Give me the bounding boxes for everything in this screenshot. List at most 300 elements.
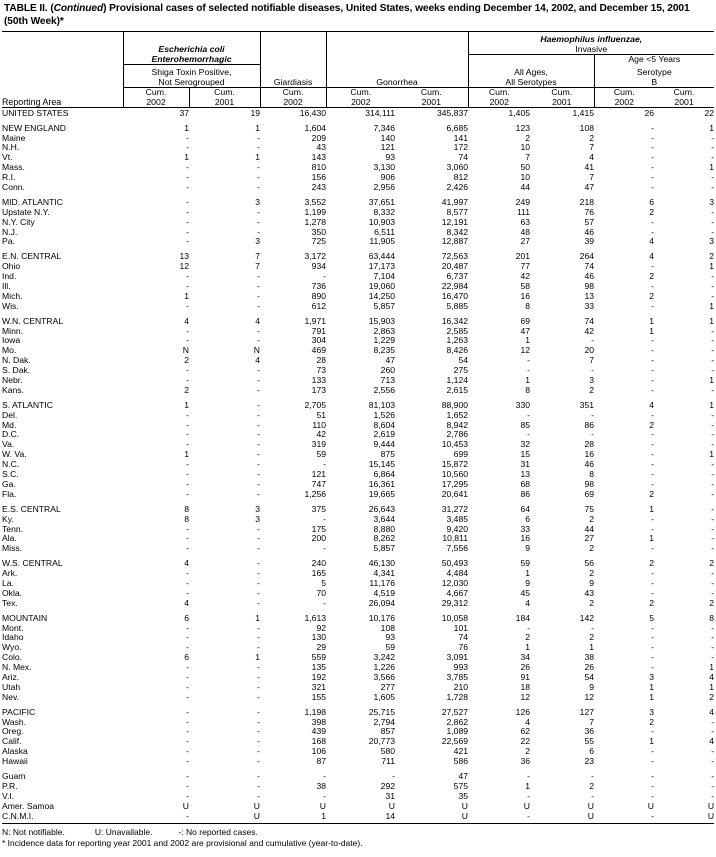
row-value-col-5: -: [527, 810, 531, 821]
row-value-col-7: -: [651, 622, 655, 633]
row-value-col-8: -: [711, 216, 715, 227]
notifiable-diseases-table: [2, 31, 714, 824]
table-row: [2, 791, 714, 801]
row-value-col-6: 46: [584, 459, 595, 470]
row-value-col-7: -: [651, 746, 655, 757]
row-value-col-2: 1,604: [304, 122, 327, 133]
row-value-col-6: 9: [589, 681, 595, 692]
row-value-col-6: -: [591, 770, 595, 781]
header-col-3-year: 2002: [351, 96, 371, 107]
row-value-col-6: 46: [584, 271, 595, 282]
row-value-col-4: 2,615: [446, 384, 469, 395]
row-reporting-area: Maine: [2, 132, 26, 143]
header-age5-years: Age <5 Years: [594, 55, 714, 65]
table-row: [2, 589, 714, 599]
row-value-col-1: -: [257, 746, 261, 757]
row-value-col-8: 1: [709, 662, 715, 673]
row-value-col-2: 28: [316, 355, 327, 366]
table-row: [2, 163, 714, 173]
row-value-col-3: 8,332: [373, 206, 396, 217]
row-value-col-0: -: [186, 622, 189, 633]
page-title: [0, 0, 716, 31]
row-value-col-4: 1,124: [446, 375, 469, 386]
row-value-col-0: 8: [184, 503, 189, 514]
header-col-1-cum: Cum.: [214, 87, 235, 98]
header-ecoli-italic-line1: Escherichia coli: [158, 44, 225, 55]
row-value-col-6: 56: [584, 558, 595, 569]
row-value-col-2: 1,199: [304, 206, 327, 217]
row-value-col-2: 243: [311, 182, 327, 192]
row-value-col-6: 218: [579, 196, 595, 207]
row-value-col-3: 20,773: [368, 736, 396, 747]
row-reporting-area: N.Y. City: [2, 216, 35, 227]
row-value-col-1: -: [257, 399, 261, 410]
row-value-col-2: 59: [316, 449, 327, 460]
row-value-col-7: -: [651, 756, 655, 767]
row-value-col-2: 612: [311, 300, 327, 311]
row-reporting-area: Upstate N.Y.: [2, 206, 50, 217]
row-value-col-4: 812: [453, 172, 469, 183]
row-value-col-7: -: [651, 439, 655, 450]
title-continued: Continued: [53, 3, 104, 14]
row-value-col-8: -: [711, 652, 715, 663]
row-value-col-0: 4: [184, 315, 189, 326]
row-value-col-2: 1,971: [304, 315, 327, 326]
row-value-col-0: -: [186, 281, 189, 292]
row-reporting-area: V.I.: [2, 790, 15, 801]
footnote-legend-n: N: Not notifiable.: [2, 827, 65, 838]
row-value-col-2: 5: [321, 577, 327, 588]
row-value-col-8: 3: [709, 236, 715, 247]
table-row: [2, 663, 714, 673]
table-row: [2, 613, 714, 623]
row-value-col-4: 6,685: [446, 122, 469, 133]
row-value-col-4: 586: [453, 756, 469, 767]
row-value-col-6: 7: [589, 355, 595, 366]
header-col-6: [530, 88, 594, 108]
row-value-col-0: 12: [179, 261, 189, 272]
row-value-col-4: 22,569: [441, 736, 469, 747]
row-value-col-4: 4,484: [446, 568, 469, 579]
row-value-col-0: -: [186, 577, 189, 588]
row-value-col-4: 15,872: [441, 459, 469, 470]
row-reporting-area: Fla.: [2, 488, 17, 499]
row-value-col-4: 101: [453, 622, 469, 633]
row-reporting-area: N.H.: [2, 142, 20, 153]
row-value-col-3: 2,556: [373, 384, 396, 395]
row-value-col-8: -: [711, 513, 715, 524]
row-value-col-5: 22: [520, 736, 531, 747]
row-value-col-6: 43: [584, 587, 595, 598]
row-value-col-6: 2: [589, 543, 595, 554]
row-value-col-8: 4: [709, 736, 715, 747]
row-value-col-1: -: [257, 790, 261, 801]
row-value-col-0: -: [186, 409, 189, 420]
table-row: [2, 272, 714, 282]
row-value-col-5: -: [527, 770, 531, 781]
row-value-col-7: -: [651, 142, 655, 153]
row-value-col-7: -: [651, 810, 655, 821]
row-value-col-5: 64: [520, 503, 531, 514]
row-value-col-1: -: [257, 335, 261, 346]
row-value-col-8: -: [711, 142, 715, 153]
row-value-col-5: 31: [520, 459, 531, 470]
header-col-2-year: 2002: [283, 96, 303, 107]
header-spacer-reporting-area-2: [2, 55, 123, 65]
row-reporting-area: Utah: [2, 681, 21, 692]
table-row: [2, 782, 714, 792]
header-spacer-giardiasis: [260, 32, 326, 65]
table-bottom-rule-cell: [2, 821, 714, 824]
row-value-col-6: -: [591, 409, 595, 420]
row-value-col-2: 319: [311, 439, 327, 450]
row-value-col-7: -: [651, 568, 655, 579]
row-value-col-8: -: [711, 182, 715, 192]
row-value-col-6: 54: [584, 671, 595, 682]
row-value-col-5: U: [523, 800, 531, 811]
row-value-col-8: 1: [709, 399, 715, 410]
row-value-col-5: 1: [525, 335, 531, 346]
row-value-col-0: -: [186, 439, 189, 450]
row-value-col-3: 121: [380, 142, 396, 153]
row-value-col-5: 4: [525, 597, 531, 608]
row-value-col-1: U: [253, 810, 261, 821]
row-value-col-1: 3: [255, 503, 261, 514]
table-row: [2, 302, 714, 312]
row-value-col-7: -: [651, 335, 655, 346]
row-value-col-4: 699: [453, 449, 469, 460]
row-value-col-6: 44: [584, 523, 595, 534]
row-value-col-3: 906: [380, 172, 396, 183]
row-value-col-8: 2: [709, 251, 715, 262]
row-value-col-2: 240: [311, 558, 327, 569]
row-value-col-5: 126: [515, 706, 531, 717]
row-reporting-area: Tenn.: [2, 523, 24, 534]
row-reporting-area: Okla.: [2, 587, 23, 598]
row-value-col-8: -: [711, 469, 715, 480]
row-value-col-6: 74: [584, 315, 595, 326]
row-value-col-7: 2: [649, 597, 655, 608]
row-value-col-8: -: [711, 503, 715, 514]
row-value-col-4: 575: [453, 780, 469, 791]
row-value-col-3: 8,604: [373, 419, 396, 430]
header-row-disease-major: [2, 32, 714, 55]
row-value-col-0: 8: [184, 513, 189, 524]
row-value-col-0: 2: [184, 355, 189, 366]
row-reporting-area: NEW ENGLAND: [2, 122, 66, 133]
row-reporting-area: Calif.: [2, 736, 22, 747]
row-value-col-8: -: [711, 281, 715, 292]
table-row: [2, 123, 714, 133]
row-value-col-0: 6: [184, 652, 189, 663]
row-value-col-2: 73: [316, 365, 327, 376]
row-value-col-1: -: [257, 300, 261, 311]
table-row: [2, 450, 714, 460]
row-value-col-4: 275: [453, 365, 469, 376]
row-value-col-2: 398: [311, 716, 327, 727]
row-value-col-0: -: [186, 459, 189, 470]
row-value-col-7: 5: [649, 612, 655, 623]
table-row: [2, 707, 714, 717]
row-value-col-5: 50: [520, 162, 531, 173]
row-value-col-4: 993: [453, 662, 469, 673]
row-value-col-8: 1: [709, 315, 715, 326]
row-value-col-6: 98: [584, 281, 595, 292]
table-row: [2, 252, 714, 262]
row-value-col-3: 46,130: [368, 558, 396, 569]
table-row: [2, 410, 714, 420]
row-value-col-2: 173: [311, 384, 327, 395]
header-col-5: [468, 88, 530, 108]
row-reporting-area: N. Dak.: [2, 355, 31, 366]
row-value-col-0: -: [186, 365, 189, 376]
row-value-col-5: 42: [520, 271, 531, 282]
table-row: [2, 133, 714, 143]
row-value-col-8: -: [711, 355, 715, 366]
row-value-col-6: 4: [589, 152, 595, 163]
row-value-col-3: 59: [385, 642, 396, 653]
row-value-col-2: 736: [311, 281, 327, 292]
row-value-col-7: -: [651, 216, 655, 227]
row-value-col-4: 31,272: [441, 503, 469, 514]
row-value-col-1: -: [257, 662, 261, 673]
row-value-col-0: 37: [179, 107, 189, 118]
row-value-col-6: -: [591, 365, 595, 376]
row-value-col-7: -: [651, 162, 655, 173]
row-value-col-7: -: [651, 226, 655, 237]
row-value-col-2: 350: [311, 226, 327, 237]
row-value-col-2: 42: [316, 429, 327, 440]
row-value-col-0: 1: [184, 122, 189, 133]
row-reporting-area: Ky.: [2, 513, 14, 524]
row-value-col-7: 2: [649, 206, 655, 217]
table-row: [2, 544, 714, 554]
table-row: [2, 757, 714, 767]
row-value-col-1: -: [257, 419, 261, 430]
header-col-0-cum: Cum.: [145, 87, 167, 98]
row-reporting-area: Iowa: [2, 335, 21, 346]
row-value-col-2: 133: [311, 375, 327, 386]
row-value-col-3: 47: [385, 355, 396, 366]
table-row: [2, 356, 714, 366]
row-value-col-4: 27,527: [441, 706, 469, 717]
row-value-col-2: U: [319, 800, 327, 811]
row-value-col-0: -: [186, 236, 189, 247]
row-value-col-5: 10: [520, 142, 531, 153]
row-value-col-8: -: [711, 622, 715, 633]
row-value-col-1: -: [257, 681, 261, 692]
table-row: [2, 514, 714, 524]
row-value-col-4: 88,900: [441, 399, 469, 410]
row-value-col-8: -: [711, 716, 715, 727]
row-value-col-4: 210: [453, 681, 469, 692]
row-value-col-3: 1,226: [373, 662, 396, 673]
row-value-col-6: 351: [579, 399, 595, 410]
row-value-col-3: 3,130: [373, 162, 396, 173]
row-value-col-6: 42: [584, 325, 595, 336]
row-value-col-1: -: [257, 478, 261, 489]
row-value-col-3: 17,173: [368, 261, 396, 272]
row-reporting-area: Ala.: [2, 533, 17, 544]
header-col-8: [654, 88, 714, 108]
row-value-col-3: 7,346: [373, 122, 396, 133]
row-reporting-area: Pa.: [2, 236, 15, 247]
row-reporting-area: Nebr.: [2, 375, 23, 386]
row-value-col-8: -: [711, 325, 715, 336]
row-value-col-6: 57: [584, 216, 595, 227]
footnote-asterisk: * Incidence data for reporting year 2001 and 2002 are provisional and cumulative (year-to-date).: [2, 838, 363, 849]
table-row: [2, 183, 714, 193]
header-hflu-sub: Invasive: [575, 43, 608, 54]
row-value-col-5: 85: [520, 419, 531, 430]
row-value-col-7: -: [651, 478, 655, 489]
row-value-col-6: 2: [589, 384, 595, 395]
row-reporting-area: Ill.: [2, 281, 11, 292]
row-value-col-7: -: [651, 577, 655, 588]
table-row: [2, 237, 714, 247]
row-value-col-0: -: [186, 716, 189, 727]
row-reporting-area: Oreg.: [2, 726, 24, 737]
row-value-col-4: 2,786: [446, 429, 469, 440]
row-value-col-4: 20,641: [441, 488, 469, 499]
row-value-col-6: 36: [584, 726, 595, 737]
row-value-col-5: 10: [520, 172, 531, 183]
row-value-col-4: 12,191: [441, 216, 469, 227]
row-value-col-3: 10,176: [368, 612, 396, 623]
row-value-col-5: 47: [520, 325, 531, 336]
row-value-col-7: 2: [649, 558, 655, 569]
table-row: [2, 336, 714, 346]
row-reporting-area: Hawaii: [2, 756, 28, 767]
row-reporting-area: S.C.: [2, 469, 19, 480]
row-value-col-4: 2,585: [446, 325, 469, 336]
row-value-col-3: 93: [385, 152, 396, 163]
row-value-col-1: -: [257, 271, 261, 282]
row-value-col-5: 62: [520, 726, 531, 737]
row-value-col-3: 711: [381, 756, 396, 767]
row-value-col-0: -: [186, 770, 189, 781]
row-value-col-8: 1: [709, 449, 715, 460]
row-value-col-7: -: [651, 122, 655, 133]
row-value-col-3: 25,715: [368, 706, 396, 717]
row-value-col-2: 890: [311, 290, 327, 301]
row-value-col-8: -: [711, 780, 715, 791]
row-value-col-2: 304: [311, 335, 327, 346]
row-value-col-0: 13: [179, 251, 189, 262]
table-row: [2, 569, 714, 579]
row-value-col-0: -: [186, 325, 189, 336]
row-value-col-6: 7: [589, 142, 595, 153]
row-value-col-8: -: [711, 746, 715, 757]
row-reporting-area: Wyo.: [2, 642, 22, 653]
row-value-col-1: -: [257, 558, 261, 569]
row-value-col-0: -: [186, 587, 189, 598]
row-value-col-5: 27: [520, 236, 531, 247]
row-value-col-0: -: [186, 335, 189, 346]
row-value-col-1: 7: [255, 251, 261, 262]
row-value-col-6: 1,415: [572, 107, 595, 118]
row-value-col-6: 8: [589, 469, 595, 480]
row-value-col-5: 68: [520, 478, 531, 489]
row-value-col-7: -: [651, 300, 655, 311]
row-value-col-7: 4: [649, 236, 655, 247]
row-value-col-5: 34: [520, 652, 531, 663]
row-value-col-0: -: [186, 132, 189, 143]
row-value-col-4: 10,058: [441, 612, 469, 623]
row-value-col-6: 75: [584, 503, 595, 514]
row-value-col-2: 747: [311, 478, 327, 489]
row-value-col-4: 8,426: [446, 345, 469, 356]
row-value-col-8: -: [711, 419, 715, 430]
row-value-col-5: 2: [525, 746, 531, 757]
table-row: [2, 524, 714, 534]
table-row: [2, 366, 714, 376]
row-value-col-4: 1,652: [446, 409, 469, 420]
row-value-col-6: 2: [589, 780, 595, 791]
row-value-col-4: 421: [453, 746, 469, 757]
row-value-col-5: 16: [520, 290, 531, 301]
row-value-col-0: -: [186, 681, 189, 692]
row-value-col-8: -: [711, 409, 715, 420]
table-row: [2, 326, 714, 336]
row-value-col-3: 2,863: [373, 325, 396, 336]
row-value-col-1: -: [257, 132, 261, 143]
row-value-col-5: 26: [520, 662, 531, 673]
row-value-col-8: 2: [709, 691, 715, 702]
table-row: [2, 420, 714, 430]
row-value-col-5: 16: [520, 533, 531, 544]
row-value-col-8: -: [711, 429, 715, 440]
row-value-col-7: -: [651, 375, 655, 386]
row-value-col-5: 69: [520, 315, 531, 326]
row-value-col-0: -: [186, 662, 189, 673]
row-value-col-6: 264: [579, 251, 595, 262]
row-value-col-8: -: [711, 632, 715, 643]
row-value-col-0: 1: [184, 399, 189, 410]
row-value-col-3: 8,235: [373, 345, 396, 356]
row-value-col-4: 3,091: [446, 652, 469, 663]
table-row: [2, 727, 714, 737]
row-value-col-0: -: [186, 182, 189, 192]
row-value-col-1: -: [257, 365, 261, 376]
row-value-col-2: 3,172: [304, 251, 327, 262]
row-value-col-4: 1,728: [446, 691, 469, 702]
row-value-col-2: 43: [316, 142, 327, 153]
row-value-col-8: -: [711, 335, 715, 346]
row-value-col-6: 23: [584, 756, 595, 767]
row-value-col-5: 1,405: [508, 107, 531, 118]
table-row: [2, 217, 714, 227]
row-value-col-0: -: [186, 691, 189, 702]
row-value-col-5: 45: [520, 587, 531, 598]
row-value-col-0: 4: [184, 597, 189, 608]
row-value-col-5: 9: [525, 543, 531, 554]
row-value-col-3: 26,643: [368, 503, 396, 514]
table-row: [2, 316, 714, 326]
header-serotype-b: [594, 65, 714, 88]
row-reporting-area: N.J.: [2, 226, 18, 237]
table-row: [2, 401, 714, 411]
header-col-6-year: 2001: [552, 96, 572, 107]
row-value-col-1: -: [257, 577, 261, 588]
row-value-col-0: 1: [184, 152, 189, 163]
row-value-col-2: 559: [311, 652, 327, 663]
row-reporting-area: Amer. Samoa: [2, 800, 55, 811]
table-row: [2, 772, 714, 782]
row-value-col-4: 12,030: [441, 577, 469, 588]
row-value-col-7: 2: [649, 290, 655, 301]
table-row: [2, 801, 714, 811]
